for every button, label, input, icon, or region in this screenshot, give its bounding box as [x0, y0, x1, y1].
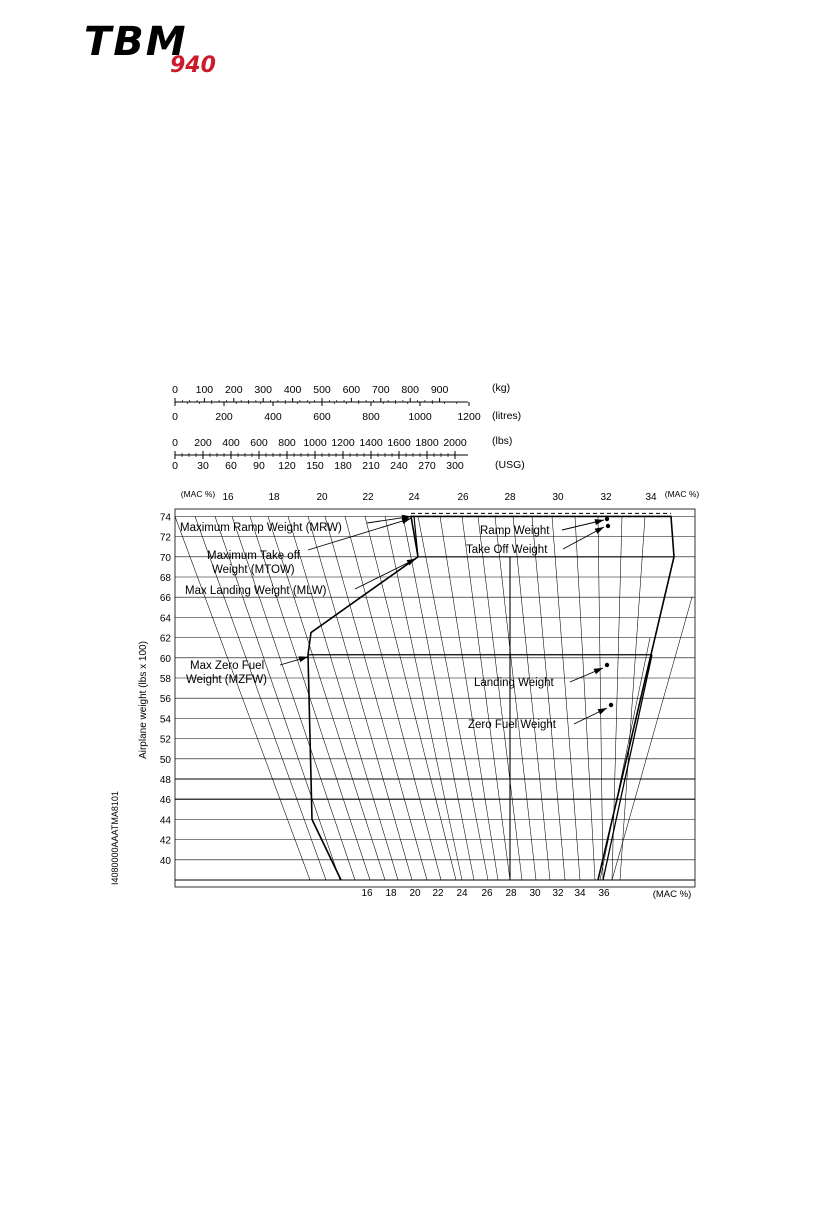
label-takeoff-weight: Take Off Weight: [466, 544, 548, 556]
scale-tick-label: 600: [313, 411, 331, 423]
scale-tick-label: 1200: [457, 411, 481, 423]
bottom-mac-unit: (MAC %): [652, 889, 692, 900]
y-tick-label: 40: [159, 855, 171, 867]
top-mac-tick: 26: [457, 492, 469, 503]
y-axis-label: Airplane weight (lbs x 100): [138, 641, 149, 759]
bottom-mac-tick: 20: [409, 888, 421, 899]
top-mac-tick: 20: [316, 492, 328, 503]
bottom-mac-tick: 26: [481, 888, 493, 899]
mac-line-aux: [175, 536, 211, 566]
scale-tick-label: 0: [172, 384, 178, 396]
scale-tick-label: 600: [250, 437, 268, 449]
scale-tick-label: 400: [283, 384, 302, 396]
bottom-mac-tick: 16: [361, 888, 373, 899]
arrow-takeoff-weight-head: [595, 527, 604, 534]
top-mac-tick: 16: [222, 492, 234, 503]
scale-tick-label: 400: [222, 437, 240, 449]
scale-unit-label: (lbs): [492, 435, 513, 447]
label-mtow-line1: Maximum Take off: [207, 550, 300, 562]
scale-tick-label: 400: [264, 411, 282, 423]
scale-tick-label: 30: [197, 460, 209, 472]
arrow-landing-weight-head: [594, 668, 603, 674]
scale-tick-label: 90: [253, 460, 265, 472]
top-mac-unit: (MAC %): [180, 489, 216, 499]
label-mtow-line2: Weight (MTOW): [212, 564, 295, 576]
scale-tick-label: 300: [446, 460, 464, 472]
bottom-mac-tick: 18: [385, 888, 397, 899]
scale-tick-label: 1000: [408, 411, 432, 423]
label-ramp-weight: Ramp Weight: [480, 525, 550, 537]
top-mac-tick: 18: [268, 492, 280, 503]
label-mlw: Max Landing Weight (MLW): [185, 585, 327, 597]
scale-unit-label: (kg): [492, 382, 511, 394]
scale-tick-label: 100: [195, 384, 214, 396]
arrow-mlw-shaft: [355, 559, 416, 589]
scale-tick-label: 1200: [331, 437, 355, 449]
label-mzfw-line2: Weight (MZFW): [186, 674, 267, 686]
scale-unit-label: (litres): [492, 410, 522, 422]
scale-tick-label: 200: [225, 384, 243, 396]
bottom-mac-tick: 34: [574, 888, 586, 899]
scale-tick-label: 1600: [387, 437, 411, 449]
top-mac-tick: 28: [504, 492, 516, 503]
weight-point: [606, 524, 610, 528]
y-tick-label: 58: [159, 674, 171, 685]
scale-tick-label: 1800: [415, 437, 439, 449]
bottom-mac-tick: 36: [598, 888, 610, 899]
scale-tick-label: 150: [306, 460, 324, 472]
logo-text-tbm: TBM: [84, 19, 188, 65]
scale-tick-label: 210: [362, 460, 380, 472]
y-tick-label: 50: [159, 754, 171, 766]
scale-tick-label: 900: [430, 384, 449, 396]
y-tick-label: 66: [159, 593, 171, 605]
scale-tick-label: 180: [334, 460, 352, 472]
aft-limit-line: [603, 655, 652, 880]
scale-tick-label: 0: [172, 411, 178, 423]
y-tick-label: 60: [159, 653, 171, 665]
arrow-ramp-weight-head: [595, 519, 604, 525]
scale-tick-label: 2000: [443, 437, 467, 449]
y-tick-label: 42: [159, 835, 171, 847]
label-mzfw-line1: Max Zero Fuel: [190, 660, 265, 672]
arrow-mtow-head: [402, 518, 411, 524]
top-mac-unit-right: (MAC %): [664, 489, 700, 499]
top-mac-tick: 34: [645, 492, 657, 503]
bottom-mac-tick: 32: [552, 888, 564, 899]
scale-tick-label: 500: [313, 384, 331, 396]
scale-tick-label: 600: [342, 384, 361, 396]
scale-tick-label: 1400: [359, 437, 383, 449]
y-tick-label: 64: [159, 613, 171, 625]
scale-unit-label: (USG): [495, 459, 525, 471]
scale-tick-label: 200: [194, 437, 212, 449]
logo-text-940: 940: [170, 53, 216, 78]
mac-line-aux: [175, 536, 199, 576]
y-tick-label: 74: [159, 512, 171, 524]
bottom-mac-tick: 24: [456, 888, 468, 899]
y-tick-label: 48: [159, 775, 171, 786]
top-mac-tick: 22: [362, 492, 374, 503]
arrow-mzfw-head: [299, 656, 308, 662]
scale-tick-label: 0: [172, 437, 178, 449]
bottom-mac-tick: 28: [505, 888, 517, 899]
label-mrw: Maximum Ramp Weight (MRW): [180, 522, 342, 534]
scale-tick-label: 700: [372, 384, 390, 396]
y-tick-label: 46: [159, 795, 171, 807]
y-tick-label: 72: [159, 532, 171, 544]
tbm-940-logo: [84, 19, 216, 78]
scale-tick-label: 1000: [303, 437, 327, 449]
y-tick-label: 56: [159, 694, 171, 706]
top-mac-tick: 32: [600, 492, 612, 503]
label-zero-fuel-weight: Zero Fuel Weight: [468, 719, 556, 731]
scale-tick-label: 270: [418, 460, 436, 472]
scale-tick-label: 0: [172, 460, 178, 472]
y-tick-label: 44: [159, 815, 171, 827]
scale-tick-label: 300: [254, 384, 272, 396]
scale-tick-label: 240: [390, 460, 408, 472]
bottom-mac-tick: 22: [432, 888, 444, 899]
weight-point: [605, 517, 609, 521]
document-code: I4080000AAATMA8101: [110, 791, 120, 885]
label-landing-weight: Landing Weight: [474, 677, 554, 689]
y-tick-label: 70: [159, 552, 171, 564]
top-mac-tick: 24: [408, 492, 420, 503]
top-mac-tick: 30: [552, 492, 564, 503]
scale-tick-label: 120: [278, 460, 296, 472]
weight-point: [609, 703, 613, 707]
y-tick-label: 68: [159, 573, 171, 584]
scale-tick-label: 800: [278, 437, 296, 449]
scale-tick-label: 800: [401, 384, 419, 396]
scale-tick-label: 800: [362, 411, 380, 423]
y-tick-label: 54: [159, 714, 171, 726]
conversion-scales: [172, 382, 525, 472]
y-tick-label: 52: [159, 734, 171, 746]
scale-tick-label: 200: [215, 411, 233, 423]
arrow-zero-fuel-weight-head: [598, 708, 607, 715]
weight-point: [605, 663, 609, 667]
bottom-mac-tick: 30: [529, 888, 541, 899]
y-tick-label: 62: [159, 633, 171, 645]
scale-tick-label: 60: [225, 460, 237, 472]
